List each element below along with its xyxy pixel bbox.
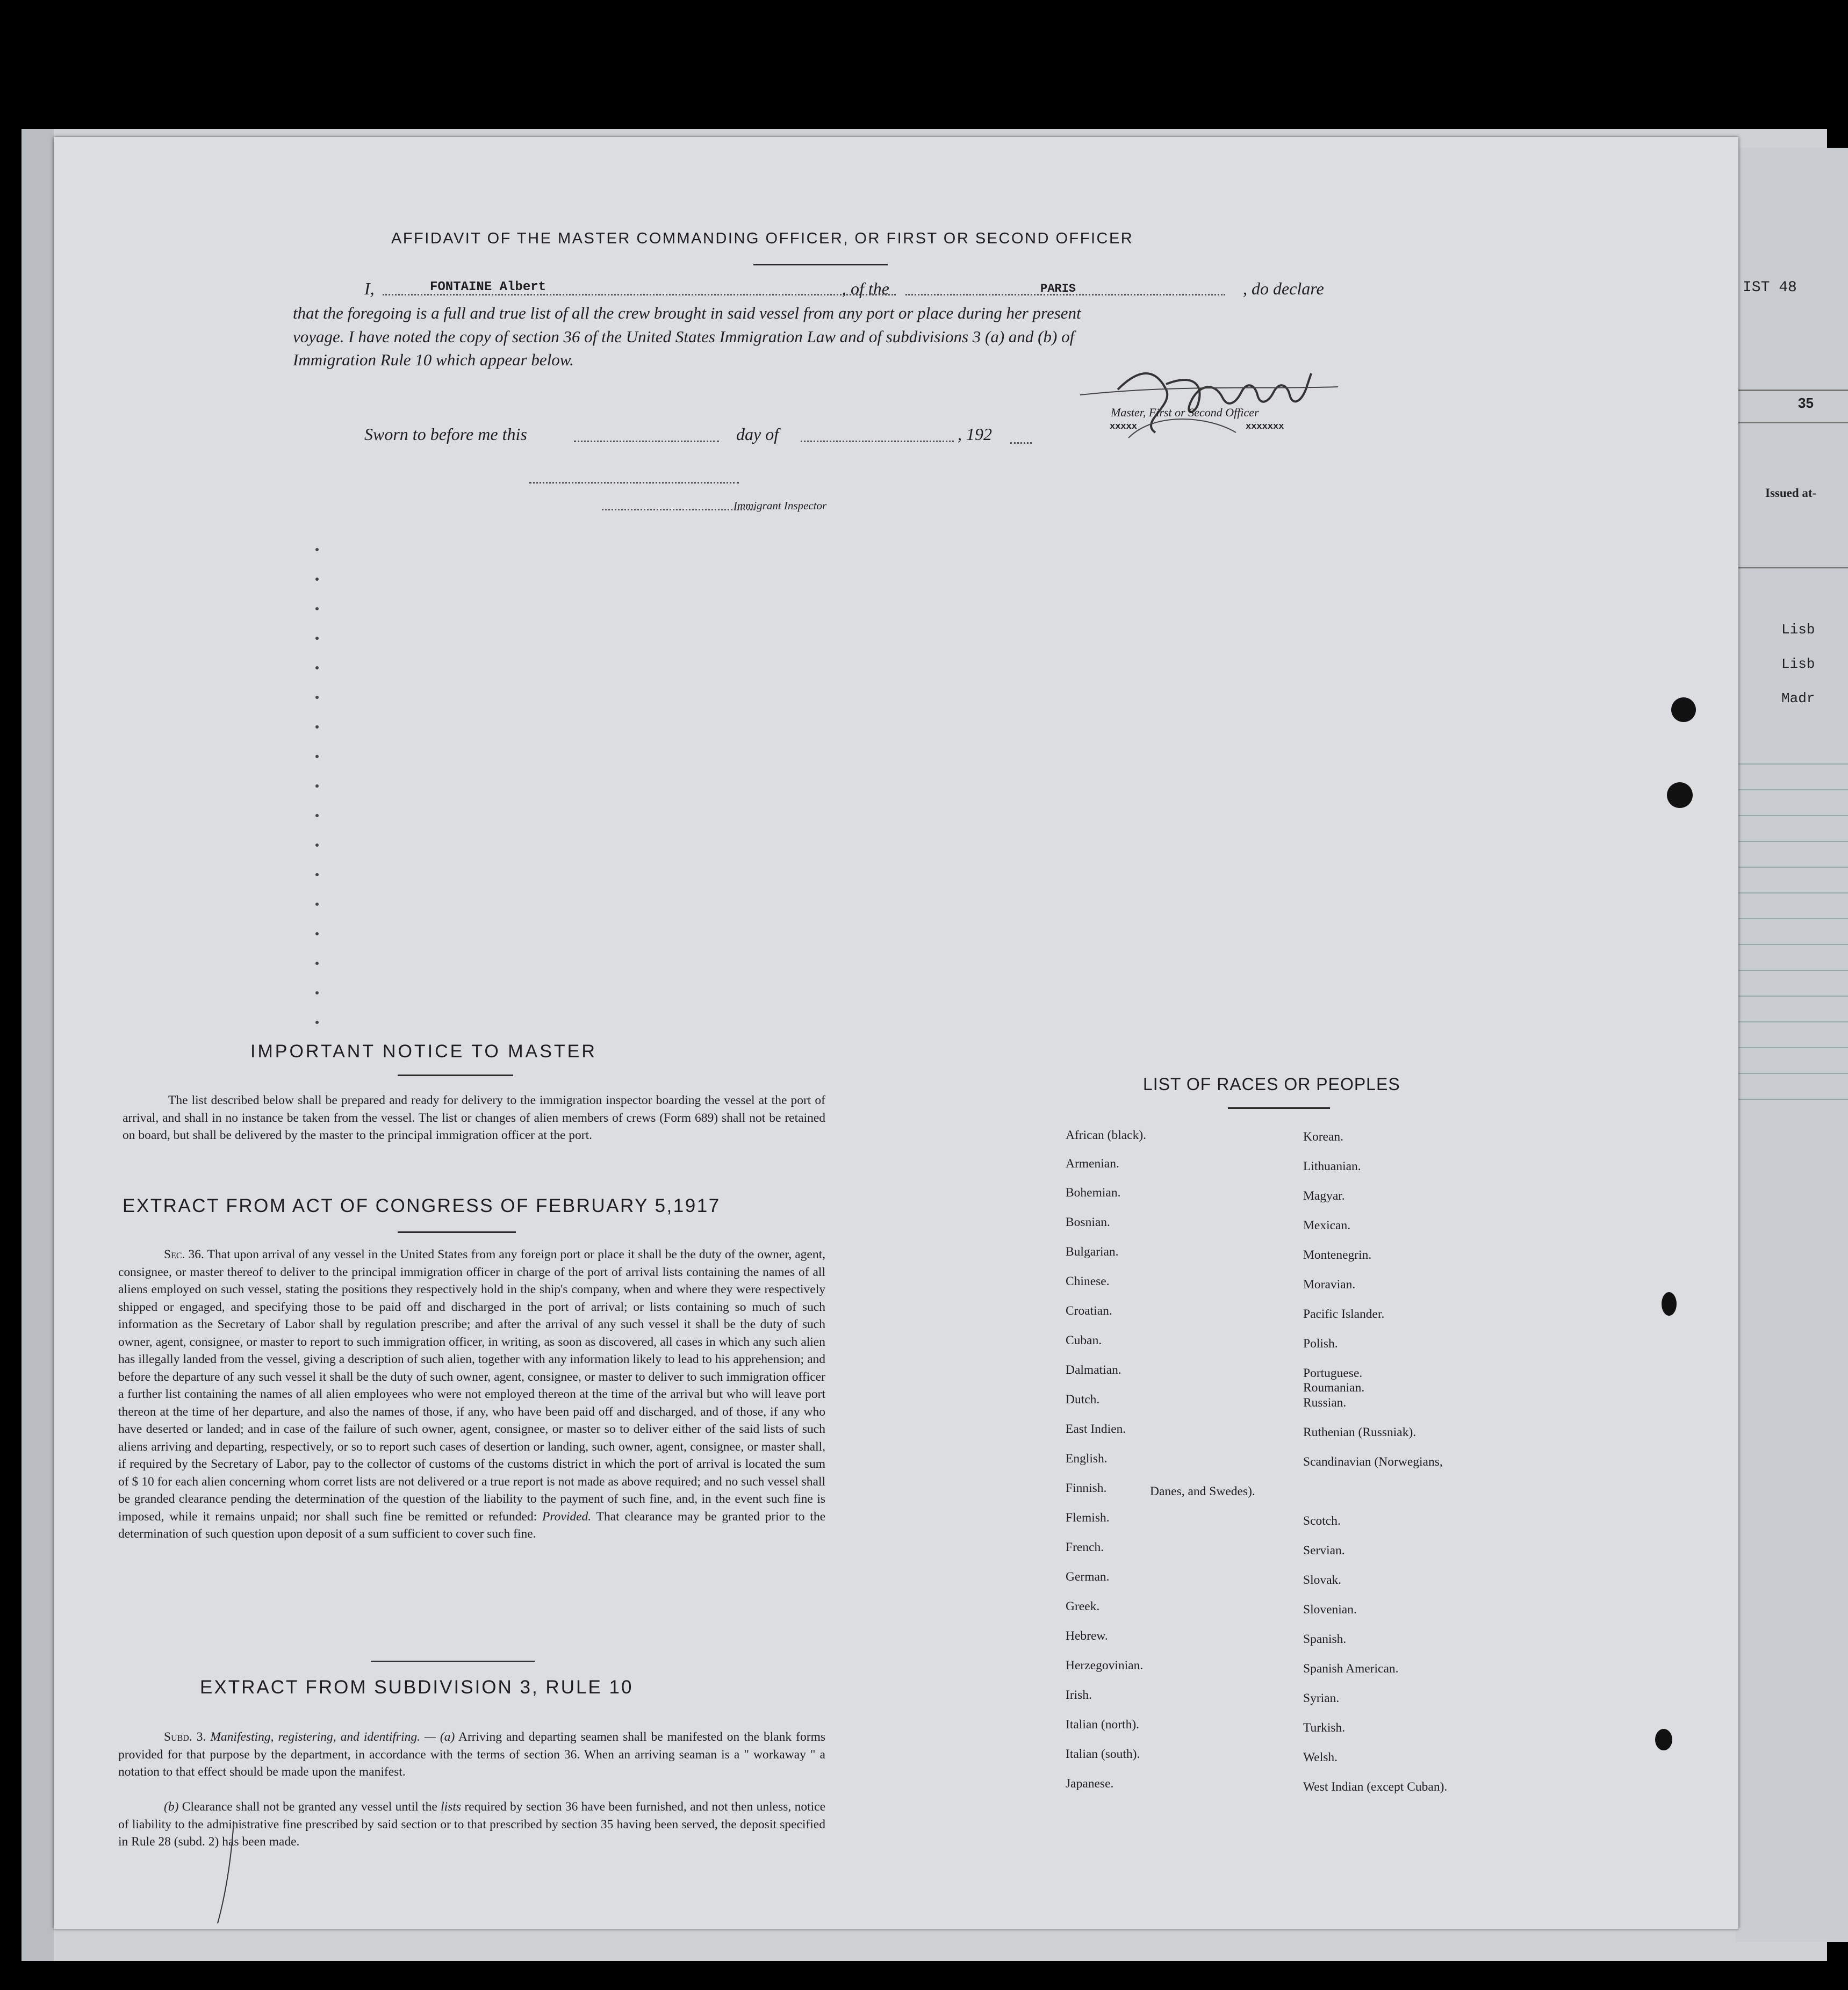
clause-b-text-2: required by section 36 have been furnished, and not then unless, notice of liability to the administrative fine prescribed by said section or to that prescribed by section 35 having been served, the deposit specified in Rule 28 (subd. 2) has been made.: [118, 1800, 825, 1849]
adjacent-page: [1736, 148, 1848, 1942]
race-item: Syrian.: [1303, 1691, 1340, 1705]
margin-dot: [315, 755, 319, 758]
issued-at-label: Issued at-: [1765, 486, 1817, 500]
margin-dot: [315, 962, 319, 965]
race-item: Montenegrin.: [1303, 1248, 1372, 1262]
margin-dot: [315, 607, 319, 610]
race-item: Servian.: [1303, 1544, 1345, 1558]
margin-dot: [315, 548, 319, 551]
margin-dot: [315, 903, 319, 906]
race-item: Chinese.: [1066, 1274, 1110, 1288]
margin-dot: [315, 873, 319, 876]
rule-subd-a: [118, 1728, 825, 1781]
margin-dot: [315, 696, 319, 699]
margin-dot: [315, 637, 319, 640]
race-item: West Indian (except Cuban).: [1303, 1780, 1448, 1794]
act-title: EXTRACT FROM ACT OF CONGRESS OF FEBRUARY 5,1917: [123, 1195, 721, 1216]
race-item: Portuguese.: [1303, 1366, 1363, 1380]
race-item: Slovenian.: [1303, 1603, 1357, 1617]
race-item: African (black).: [1066, 1128, 1147, 1142]
race-item: Japanese.: [1066, 1777, 1114, 1791]
declaration-line: that the foregoing is a full and true list of all the crew brought in said vessel from any port or place during her present: [293, 304, 1081, 322]
race-item: Hebrew.: [1066, 1629, 1108, 1643]
sworn-label: Sworn to before me this: [364, 424, 527, 444]
margin-dot: [315, 991, 319, 994]
subd-title: Manifesting, registering, and identifring.: [210, 1730, 420, 1744]
divider: [1228, 1107, 1330, 1109]
section-label: Sec. 36.: [164, 1248, 204, 1261]
side-divider: [1736, 390, 1848, 391]
act-body: [118, 1246, 825, 1543]
clause-a-label: — (a): [425, 1730, 455, 1744]
margin-dot: [315, 1021, 319, 1024]
race-item: Bosnian.: [1066, 1215, 1110, 1229]
year-label: , 192: [958, 424, 992, 444]
declaration-line: voyage. I have noted the copy of section 36 of the United States Immigration Law and of subdivisions 3 (a) and (b) of: [293, 327, 1075, 346]
race-item: Polish.: [1303, 1337, 1338, 1351]
declarant-prefix: I,: [364, 279, 375, 298]
binder-hole: [1655, 1729, 1672, 1750]
race-item: Armenian.: [1066, 1157, 1119, 1171]
race-item: Flemish.: [1066, 1511, 1110, 1525]
race-item: Danes, and Swedes).: [1150, 1484, 1255, 1498]
race-item: Roumanian.: [1303, 1381, 1365, 1395]
race-item: Italian (south).: [1066, 1747, 1140, 1761]
side-divider: [1736, 422, 1848, 423]
declaration-line: Immigration Rule 10 which appear below.: [293, 350, 574, 369]
divider: [371, 1661, 535, 1662]
lists-word: lists: [441, 1800, 462, 1814]
subd-label: Subd. 3.: [164, 1730, 206, 1744]
pen-stroke: [215, 1819, 236, 1926]
margin-dot: [315, 578, 319, 581]
notice-body: The list described below shall be prepared and ready for delivery to the immigration inspector boarding the vessel at the port of arrival, and shall in no instance be taken from the vessel. The list or changes of alien members of crews (Form 689) shall not be retained on board, but shall be delivered by the master to the principal immigration officer at the port.: [123, 1093, 825, 1142]
race-item: Spanish American.: [1303, 1662, 1399, 1676]
struck-word: xxxxx: [1110, 422, 1138, 432]
affidavit-title: AFFIDAVIT OF THE MASTER COMMANDING OFFICER, OR FIRST OR SECOND OFFICER: [391, 230, 1134, 247]
race-item: Croatian.: [1066, 1304, 1112, 1318]
race-item: German.: [1066, 1570, 1110, 1584]
of-the-label: , of the: [842, 279, 889, 298]
provided-label: Provided.: [542, 1509, 592, 1524]
race-item: English.: [1066, 1452, 1108, 1466]
list-number: IST 48: [1743, 279, 1797, 296]
binder-hole: [1671, 697, 1696, 722]
race-item: Bohemian.: [1066, 1186, 1121, 1200]
divider: [398, 1075, 513, 1076]
race-item: Spanish.: [1303, 1632, 1347, 1646]
side-divider: [1736, 567, 1848, 568]
affidavit-page: [54, 137, 1738, 1929]
day-of-label: day of: [736, 424, 779, 444]
race-item: Finnish.: [1066, 1481, 1107, 1495]
race-item: Moravian.: [1303, 1278, 1356, 1292]
notice-title: IMPORTANT NOTICE TO MASTER: [250, 1041, 597, 1062]
port-entry: Lisb: [1781, 656, 1815, 672]
act-text: That upon arrival of any vessel in the United States from any foreign port or place it shall be the duty of the owner, agent, consignee, or master thereof to deliver to the principal immigration officer in charge of the port of arrival lists containing the names of all aliens employed on such vessel, stating the positions they respectively hold in the ship's company, when and where they were respectively shipped or engaged, and specifying those to be paid off and discharged in the port of arrival; or lists containing so much of such information as the Secretary of Labor shall by regulation prescribe; and after the arrival of any such vessel it shall be the duty of such owner, agent, consignee, or master to report to such immigration officer, in writing, as soon as discovered, all cases in which any such alien has illegally landed from the vessel, giving a description of such alien, together with any information likely to lead to his apprehension; and before the departure of any such vessel it shall be the duty of such owner, agent, consignee, or master to deliver to such immigration officer a further list containing the names of all alien employees who were not employed thereon at the time of the arrival but who will leave port thereon at the time of her departure, and also the names of those, if any, who have been paid off and discharged, and of those, if any who have deserted or landed; and in case of the failure of such owner, agent, consignee, or master so to deliver either of the said lists of such aliens arriving and departing, respectively, or so to report such cases of desertion or landing, such owner, agent, consignee, or master shall, if required by the Secretary of Labor, pay to the collector of customs of the customs district in which the port of arrival is located the sum of $ 10 for each alien concerning whom corret lists are not delivered or a true report is not made as above required; and no such vessel shall be granded clearance pending the determination of the question of the liability to the payment of such fine, and, in the event such fine is imposed, while it remains unpaid; nor shall such fine be remitted or refunded:: [118, 1248, 826, 1524]
race-item: Dutch.: [1066, 1393, 1100, 1407]
divider: [753, 264, 888, 265]
race-item: East Indien.: [1066, 1422, 1126, 1436]
master-name-field: FONTAINE Albert: [430, 280, 547, 294]
binder-hole: [1667, 782, 1693, 808]
race-item: Russian.: [1303, 1396, 1347, 1410]
clause-b-label: (b): [164, 1800, 179, 1814]
race-item: Herzegovinian.: [1066, 1659, 1144, 1672]
race-item: Italian (north).: [1066, 1718, 1140, 1732]
races-title: LIST OF RACES OR PEOPLES: [1143, 1075, 1400, 1094]
ruled-lines: [1736, 739, 1848, 1115]
race-item: Magyar.: [1303, 1189, 1345, 1203]
day-blank-line: [574, 441, 719, 442]
margin-dot: [315, 814, 319, 817]
margin-dot: [315, 666, 319, 669]
rule-title: EXTRACT FROM SUBDIVISION 3, RULE 10: [200, 1677, 634, 1698]
margin-dot: [315, 932, 319, 935]
page-number: 35: [1798, 395, 1814, 411]
vessel-name-field: PARIS: [1040, 282, 1076, 295]
race-item: Scotch.: [1303, 1514, 1341, 1528]
margin-dot: [315, 843, 319, 847]
race-item: Slovak.: [1303, 1573, 1342, 1587]
binder-hole: [1662, 1292, 1677, 1316]
do-declare-label: , do declare: [1243, 279, 1324, 298]
race-item: Pacific Islander.: [1303, 1307, 1385, 1321]
race-item: Dalmatian.: [1066, 1363, 1121, 1377]
struck-word: xxxxxxx: [1246, 422, 1284, 432]
left-sheet-edge: [21, 129, 54, 1961]
race-item: Korean.: [1303, 1130, 1344, 1144]
race-item: Irish.: [1066, 1688, 1092, 1702]
race-item: Bulgarian.: [1066, 1245, 1119, 1259]
month-blank-line: [801, 441, 954, 442]
race-item: Mexican.: [1303, 1218, 1351, 1232]
race-item: Turkish.: [1303, 1721, 1346, 1735]
race-item: Cuban.: [1066, 1333, 1102, 1347]
race-item: Ruthenian (Russniak).: [1303, 1425, 1416, 1439]
race-item: Welsh.: [1303, 1750, 1338, 1764]
clause-a-text: Arriving and departing seamen shall be manifested on the blank forms provided for that purpose by the department, in accordance with the terms of section 36. When an arriving seaman is a " workaway " a notation to that effect should be made upon the manifest.: [118, 1730, 825, 1779]
inspector-caption: Immigrant Inspector: [734, 499, 827, 512]
race-item: Scandinavian (Norwegians,: [1303, 1455, 1443, 1469]
provided-text: That clearance may be granted prior to the determination of such question upon deposit of a sum sufficient to cover such fine.: [118, 1509, 826, 1541]
year-blank-line: [1010, 442, 1032, 444]
race-item: Lithuanian.: [1303, 1159, 1361, 1173]
margin-dot: [315, 784, 319, 788]
inspector-blank-line: [529, 482, 739, 484]
port-entry: Madr: [1781, 690, 1815, 706]
clause-b-text-1: Clearance shall not be granted any vessel until the: [182, 1800, 437, 1814]
margin-dot: [315, 725, 319, 729]
inspector-blank-line: [602, 509, 755, 510]
divider: [398, 1231, 516, 1233]
port-entry: Lisb: [1781, 622, 1815, 638]
race-item: French.: [1066, 1540, 1104, 1554]
race-item: Greek.: [1066, 1599, 1100, 1613]
signature-caption: Master, First or Second Officer: [1111, 406, 1259, 419]
